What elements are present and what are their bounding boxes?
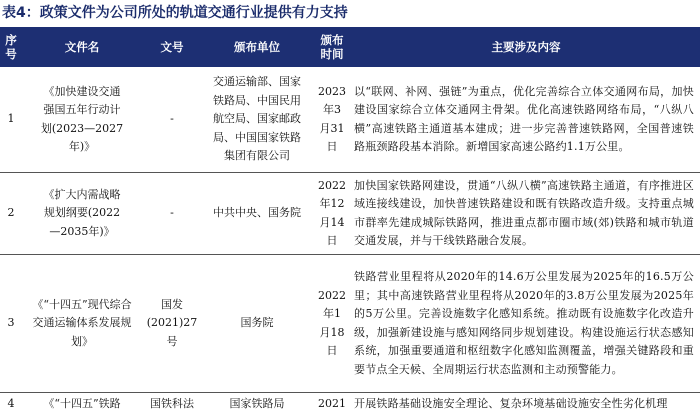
cell-main: 加快国家铁路网建设，贯通“八纵八横”高速铁路主通道，有序推进区域连接线建设，加快普速铁路建设和既有铁路改造升级。支持重点城市群率先建成城际铁路网，推进重点都市圈市域(郊)铁路和城市轨道交通发展，并与干线铁路融合发展。 — [354, 178, 694, 247]
table-row — [0, 393, 700, 415]
cell-time: 2022年1月18日 — [318, 288, 346, 357]
cell-org: 中共中央、国务院 — [213, 206, 301, 220]
cell-doc: 国发(2021)27号 — [146, 297, 198, 348]
table-header — [0, 27, 700, 67]
cell-no: 4 — [7, 396, 15, 410]
table-caption: 表4：政策文件为公司所处的轨道交通行业提供有力支持 — [2, 5, 348, 21]
header-no: 序号 — [5, 33, 17, 61]
cell-time: 2023年3月31日 — [318, 84, 346, 153]
cell-name: 《“十四五”现代综合交通运输体系发展规划》 — [32, 297, 132, 348]
header-main: 主要涉及内容 — [491, 40, 561, 54]
cell-org: 交通运输部、国家铁路局、中国民用航空局、国家邮政局、中国国家铁路集团有限公司 — [213, 75, 301, 163]
cell-org: 国务院 — [240, 316, 274, 330]
cell-doc: - — [170, 206, 174, 220]
cell-doc: - — [170, 112, 174, 126]
cell-time: 2022年12月14日 — [318, 178, 346, 247]
cell-org: 国家铁路局 — [229, 396, 285, 410]
cell-no: 1 — [7, 112, 15, 126]
header-doc: 文号 — [160, 40, 184, 54]
cell-main: 以“联网、补网、强链”为重点，优化完善综合立体交通网布局，加快建设国家综合立体交通网主骨架。优化高速铁路网络布局，“八纵八横”高速铁路主通道基本建成；进一步完善普速铁路网，全国普速铁路瓶颈路段基本消除。新增国家高速公路约1.1万公里。 — [354, 84, 694, 153]
cell-main: 开展铁路基础设施安全理论、复杂环境基础设施安全性劣化机理 — [354, 396, 668, 410]
cell-main: 铁路营业里程将从2020年的14.6万公里发展为2025年的16.5万公里；其中高速铁路营业里程将从2020年的3.8万公里发展为2025年的5万公里。完善设施数字化感知系统。推动既有设施数字化改造升级，加强新建设施与感知网络同步规划建设。构建设施运行状态感知系统，加强重要通道和枢纽数字化感知监测覆盖，增强关键路段和重要节点全天候、全周期运行状态监测和主动预警能力。 — [354, 270, 694, 376]
header-org: 颁布单位 — [234, 40, 280, 54]
header-time: 颁布时间 — [320, 33, 344, 61]
header-name: 文件名 — [64, 40, 100, 54]
cell-name: 《加快建设交通强国五年行动计划(2023—2027年)》 — [40, 84, 124, 153]
table-row — [0, 173, 700, 255]
table-row — [0, 255, 700, 393]
cell-name: 《“十四五”铁路 — [43, 396, 121, 410]
table-row — [0, 67, 700, 173]
cell-no: 2 — [7, 206, 15, 220]
cell-doc: 国铁科法 — [150, 396, 194, 410]
cell-name: 《扩大内需战略规划纲要(2022—2035年)》 — [43, 187, 121, 238]
cell-time: 2021 — [318, 396, 346, 410]
cell-no: 3 — [7, 316, 15, 330]
